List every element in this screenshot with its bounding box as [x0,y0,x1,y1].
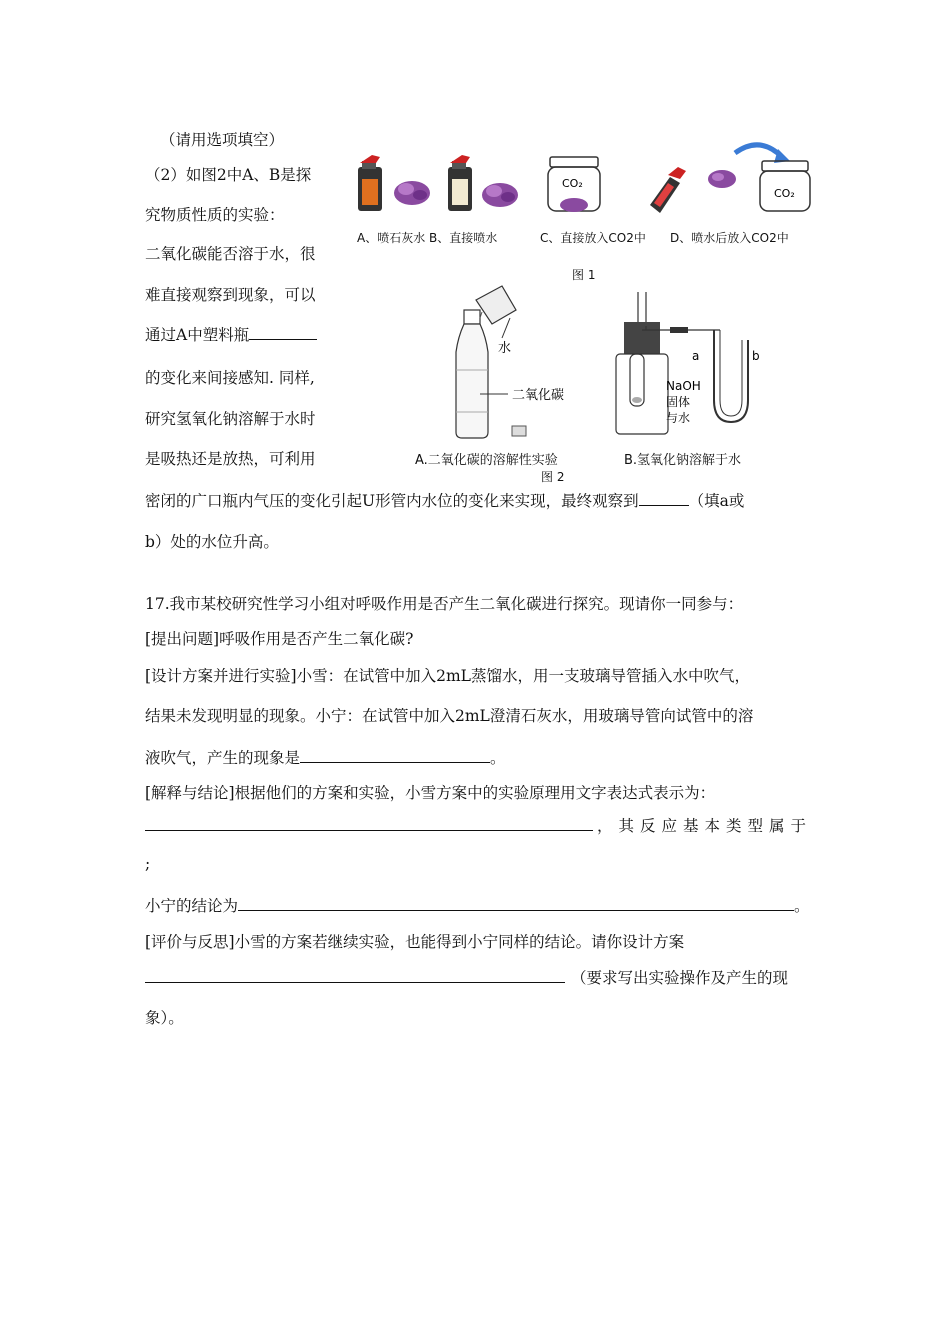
q16-part2-line2: 究物质性质的实验： [145,206,285,224]
purple-flower-b-icon [482,183,518,207]
naoh-label-2: 固体 [666,395,691,409]
u-tube-icon [714,330,748,422]
spray-bottle-d-icon [650,167,686,213]
q16-part2-line1: （2）如图2中A、B是探 [145,166,312,184]
q16-part2-line4: 难直接观察到现象，可以 [145,286,316,304]
q16-part2-line7: 研究氢氧化钠溶解于水时 [145,410,316,428]
figure1-label: 图 1 [572,268,596,282]
plastic-bottle-icon [456,310,488,438]
q17-intro: 17.我市某校研究性学习小组对呼吸作用是否产生二氧化碳进行探究。现请你一同参与： [145,595,744,613]
design-plan-blank[interactable] [145,968,565,983]
water-level-blank[interactable] [639,491,689,506]
q17-design-2: 结果未发现明显的现象。小宁：在试管中加入2mL澄清石灰水，用玻璃导管向试管中的溶 [145,707,754,725]
bottle-change-blank[interactable] [249,325,317,340]
naoh-label-3: 与水 [666,411,691,425]
co2-bottle-label: 二氧化碳 [512,388,565,403]
figure1-drawing [350,135,820,235]
q17-explain-1: [解释与结论]根据他们的方案和实验，小雪方案中的实验原理用文字表达式表示为： [145,784,716,802]
q16-part2-line9-end: （填a或 [688,492,745,510]
purple-flower-a-icon [394,181,430,205]
figure2-caption-b: B.氢氧化钠溶解于水 [624,453,742,468]
figure2-drawing [420,282,800,447]
figure2-label: 图 2 [541,470,565,484]
q17-design-3-end: 。 [490,749,506,767]
q16-part2-line10: b）处的水位升高。 [145,533,279,551]
spray-bottle-a-icon [358,155,382,211]
q17-design-3-text: 液吹气，产生的现象是 [145,749,301,767]
q17-eval-3: 象）。 [145,1009,184,1027]
figure1-caption-c: C、直接放入CO2中 [540,231,646,245]
figure2-caption-a: A.二氧化碳的溶解性实验 [415,453,558,468]
q17-explain-2 [145,814,812,836]
water-pointer-line [502,318,510,338]
q17-design-1: [设计方案并进行实验]小雪：在试管中加入2mL蒸馏水，用一支玻璃导管插入水中吹气， [145,667,750,685]
naoh-label-1: NaOH [666,379,701,393]
q17-explain-3: ; [145,855,151,873]
tube-clamp-icon [670,327,688,333]
water-label: 水 [498,341,512,356]
q16-part2-line6: 的变化来间接感知. 同样, [145,369,315,387]
fill-hint: （请用选项填空） [160,131,285,149]
q17-conclusion [145,894,810,916]
figure1-caption-ab: A、喷石灰水 B、直接喷水 [357,231,498,245]
q16-part2-line8: 是吸热还是放热，可利用 [145,450,316,468]
phenomenon-blank[interactable] [300,748,490,763]
co2-jar-d-label: CO₂ [774,187,795,200]
bottle-cap-icon [512,426,526,436]
u-tube-a-label: a [692,349,700,363]
q16-part2-line5-text: 通过A中塑料瓶 [145,326,250,344]
q16-part2-line9 [145,489,744,511]
figure1-caption-d: D、喷水后放入CO2中 [670,231,789,245]
q17-design-3 [145,746,506,768]
purple-flower-d-icon [708,170,736,188]
q16-part2-line5 [145,323,317,345]
spray-bottle-b-icon [448,155,472,211]
arrow-curve-icon [735,145,782,157]
q17-explain-2-text: ，其反应基本类型属于 [597,817,813,835]
q16-part2-line3: 二氧化碳能否溶于水，很 [145,245,316,263]
q17-eval-2 [145,966,788,988]
q17-conclusion-text: 小宁的结论为 [145,897,239,915]
co2-jar-d-icon [760,161,810,211]
q16-part2-line9-text: 密闭的广口瓶内气压的变化引起U形管内水位的变化来实现，最终观察到 [145,492,639,510]
word-equation-blank[interactable] [145,816,593,831]
q17-eval-1: [评价与反思]小雪的方案若继续实验，也能得到小宁同样的结论。请你设计方案 [145,933,685,951]
wide-mouth-bottle-icon [616,292,668,434]
q17-eval-2-text: （要求写出实验操作及产生的现 [571,969,789,987]
co2-jar-c-label: CO₂ [562,177,583,190]
conclusion-blank[interactable] [238,896,794,911]
q17-conclusion-end: 。 [794,897,810,915]
u-tube-b-label: b [752,349,760,363]
q17-question: [提出问题]呼吸作用是否产生二氧化碳? [145,630,414,648]
